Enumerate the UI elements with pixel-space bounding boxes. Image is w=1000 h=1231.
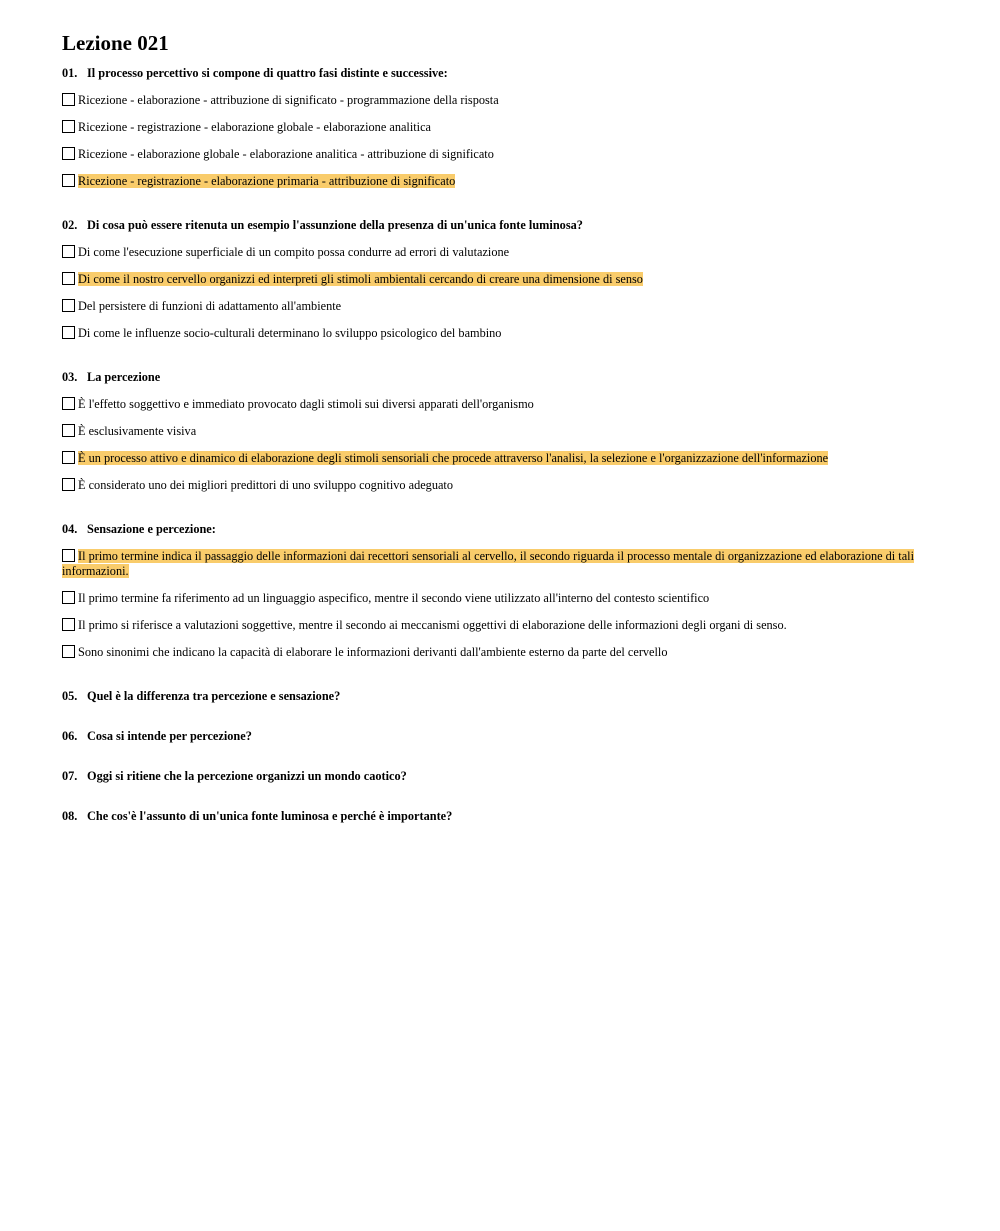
answer-text: Il primo termine fa riferimento ad un linguaggio aspecifico, mentre il secondo viene utilizzato all'interno del contesto scientifico bbox=[78, 591, 710, 605]
answer-option[interactable] bbox=[62, 478, 932, 493]
answer-text-highlighted: Il primo termine indica il passaggio delle informazioni dai recettori sensoriali al cervello, il secondo riguarda il processo mentale di organizzazione ed elaborazione di tali informazioni. bbox=[62, 549, 914, 578]
answer-option[interactable] bbox=[62, 645, 932, 660]
answer-option[interactable] bbox=[62, 451, 932, 466]
question-number: 01. bbox=[62, 66, 78, 80]
answer-option[interactable] bbox=[62, 147, 932, 162]
question-heading bbox=[62, 65, 932, 81]
checkbox-icon[interactable] bbox=[62, 147, 75, 160]
checkbox-icon[interactable] bbox=[62, 478, 75, 491]
answer-option[interactable] bbox=[62, 549, 932, 579]
answer-option[interactable] bbox=[62, 174, 932, 189]
checkbox-icon[interactable] bbox=[62, 549, 75, 562]
checkbox-icon[interactable] bbox=[62, 618, 75, 631]
question-heading bbox=[62, 369, 932, 385]
open-question-06 bbox=[62, 728, 932, 744]
answer-text: Ricezione - elaborazione - attribuzione di significato - programmazione della risposta bbox=[78, 93, 499, 107]
question-number: 06. bbox=[62, 729, 78, 743]
checkbox-icon[interactable] bbox=[62, 645, 75, 658]
checkbox-icon[interactable] bbox=[62, 120, 75, 133]
question-list bbox=[62, 65, 932, 660]
question-number: 04. bbox=[62, 522, 78, 536]
checkbox-icon[interactable] bbox=[62, 424, 75, 437]
question-number: 05. bbox=[62, 689, 78, 703]
answer-option[interactable] bbox=[62, 120, 932, 135]
answer-text: Di come le influenze socio-culturali determinano lo sviluppo psicologico del bambino bbox=[78, 326, 502, 340]
checkbox-icon[interactable] bbox=[62, 174, 75, 187]
question-heading bbox=[62, 217, 932, 233]
answer-text-highlighted: È un processo attivo e dinamico di elaborazione degli stimoli sensoriali che procede attraverso l'analisi, la selezione e l'organizzazione dell'informazione bbox=[78, 451, 829, 465]
checkbox-icon[interactable] bbox=[62, 451, 75, 464]
question-number: 08. bbox=[62, 809, 78, 823]
answer-option[interactable] bbox=[62, 93, 932, 108]
question-02 bbox=[62, 217, 932, 341]
open-question-08 bbox=[62, 808, 932, 824]
answer-text: Ricezione - elaborazione globale - elaborazione analitica - attribuzione di significato bbox=[78, 147, 494, 161]
answer-text-highlighted: Ricezione - registrazione - elaborazione primaria - attribuzione di significato bbox=[78, 174, 456, 188]
checkbox-icon[interactable] bbox=[62, 326, 75, 339]
checkbox-icon[interactable] bbox=[62, 93, 75, 106]
answer-text: Del persistere di funzioni di adattamento all'ambiente bbox=[78, 299, 342, 313]
question-text: Che cos'è l'assunto di un'unica fonte luminosa e perché è importante? bbox=[87, 809, 453, 823]
answer-option[interactable] bbox=[62, 245, 932, 260]
document-page bbox=[62, 30, 932, 848]
question-heading bbox=[62, 521, 932, 537]
answer-option[interactable] bbox=[62, 397, 932, 412]
open-question-07 bbox=[62, 768, 932, 784]
answer-option[interactable] bbox=[62, 272, 932, 287]
answer-option[interactable] bbox=[62, 326, 932, 341]
question-number: 03. bbox=[62, 370, 78, 384]
answer-text: È considerato uno dei migliori predittori di uno sviluppo cognitivo adeguato bbox=[78, 478, 453, 492]
open-question-list bbox=[62, 688, 932, 824]
question-number: 07. bbox=[62, 769, 78, 783]
question-01 bbox=[62, 65, 932, 189]
answer-text: Il primo si riferisce a valutazioni soggettive, mentre il secondo ai meccanismi oggettivi di elaborazione delle informazioni degli organi di senso. bbox=[78, 618, 787, 632]
question-number: 02. bbox=[62, 218, 78, 232]
checkbox-icon[interactable] bbox=[62, 272, 75, 285]
question-text: Di cosa può essere ritenuta un esempio l'assunzione della presenza di un'unica fonte luminosa? bbox=[87, 218, 583, 232]
answer-text: È l'effetto soggettivo e immediato provocato dagli stimoli sui diversi apparati dell'organismo bbox=[78, 397, 534, 411]
question-04 bbox=[62, 521, 932, 660]
checkbox-icon[interactable] bbox=[62, 299, 75, 312]
question-text: Sensazione e percezione: bbox=[87, 522, 216, 536]
answer-text-highlighted: Di come il nostro cervello organizzi ed interpreti gli stimoli ambientali cercando di creare una dimensione di senso bbox=[78, 272, 643, 286]
answer-text: È esclusivamente visiva bbox=[78, 424, 197, 438]
answer-option[interactable] bbox=[62, 424, 932, 439]
question-text: Oggi si ritiene che la percezione organizzi un mondo caotico? bbox=[87, 769, 407, 783]
question-text: Quel è la differenza tra percezione e sensazione? bbox=[87, 689, 341, 703]
question-text: Cosa si intende per percezione? bbox=[87, 729, 252, 743]
checkbox-icon[interactable] bbox=[62, 245, 75, 258]
answer-option[interactable] bbox=[62, 618, 932, 633]
answer-text: Di come l'esecuzione superficiale di un compito possa condurre ad errori di valutazione bbox=[78, 245, 510, 259]
answer-text: Sono sinonimi che indicano la capacità di elaborare le informazioni derivanti dall'ambiente esterno da parte del cervello bbox=[78, 645, 668, 659]
checkbox-icon[interactable] bbox=[62, 397, 75, 410]
answer-option[interactable] bbox=[62, 299, 932, 314]
answer-text: Ricezione - registrazione - elaborazione globale - elaborazione analitica bbox=[78, 120, 432, 134]
checkbox-icon[interactable] bbox=[62, 591, 75, 604]
page-title: Lezione 021 bbox=[62, 31, 169, 55]
question-text: La percezione bbox=[87, 370, 161, 384]
question-03 bbox=[62, 369, 932, 493]
open-question-05 bbox=[62, 688, 932, 704]
question-text: Il processo percettivo si compone di quattro fasi distinte e successive: bbox=[87, 66, 448, 80]
answer-option[interactable] bbox=[62, 591, 932, 606]
